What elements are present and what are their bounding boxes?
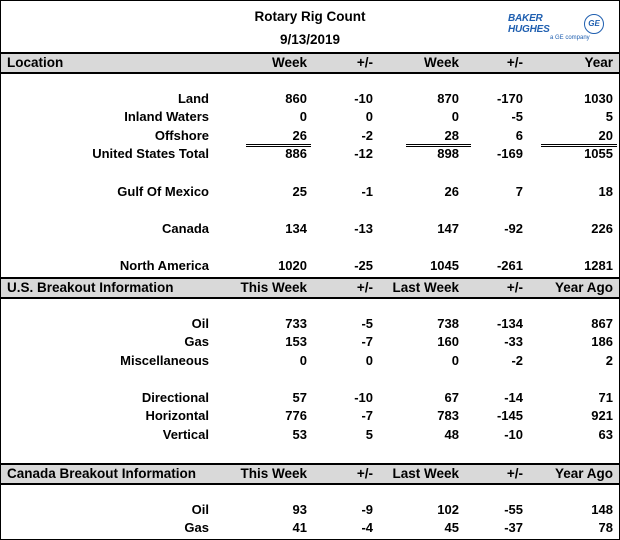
row-value: -5 <box>511 109 523 124</box>
row-value: -10 <box>354 91 373 106</box>
column-header: Year <box>584 55 613 70</box>
logo-line1: BAKER <box>508 13 543 24</box>
section-title: Location <box>7 55 64 70</box>
row-value: 48 <box>444 427 459 442</box>
row-value: -5 <box>361 316 373 331</box>
column-header: +/- <box>506 466 523 481</box>
column-header: +/- <box>356 55 373 70</box>
row-value: 738 <box>437 316 459 331</box>
row-value: -9 <box>361 502 373 517</box>
column-header: Year Ago <box>554 466 613 481</box>
row-value: 134 <box>285 221 307 236</box>
table-row <box>1 427 619 445</box>
row-value: -92 <box>504 221 523 236</box>
row-value: 147 <box>437 221 459 236</box>
column-header: This Week <box>240 466 307 481</box>
row-value: -25 <box>354 258 373 273</box>
row-value: -33 <box>504 334 523 349</box>
table-row <box>1 221 619 239</box>
report-date: 9/13/2019 <box>279 32 341 47</box>
row-value: 53 <box>292 427 307 442</box>
row-value: 71 <box>598 390 613 405</box>
row-value: 5 <box>365 427 373 442</box>
row-value: 78 <box>598 520 613 535</box>
column-header: Week <box>423 55 459 70</box>
row-value: 41 <box>292 520 307 535</box>
section1-header <box>1 52 619 74</box>
row-value: 102 <box>437 502 459 517</box>
row-value: 1030 <box>584 91 613 106</box>
row-label: North America <box>119 258 209 273</box>
section-title: Canada Breakout Information <box>7 466 197 481</box>
table-row <box>1 184 619 202</box>
row-value: -7 <box>361 408 373 423</box>
row-value: -7 <box>361 334 373 349</box>
row-value: -14 <box>504 390 523 405</box>
table-row <box>1 408 619 426</box>
row-value: 1281 <box>584 258 613 273</box>
row-value: 20 <box>598 128 613 143</box>
row-label: Gulf Of Mexico <box>117 184 209 199</box>
table-row <box>1 316 619 334</box>
column-header: This Week <box>240 280 307 295</box>
table-row <box>1 353 619 371</box>
section-title: U.S. Breakout Information <box>7 280 174 295</box>
column-header: +/- <box>356 466 373 481</box>
row-value: -134 <box>496 316 523 331</box>
row-value: 18 <box>598 184 613 199</box>
row-value: 776 <box>285 408 307 423</box>
row-value: 1045 <box>430 258 459 273</box>
row-label: Land <box>177 91 209 106</box>
row-value: 0 <box>365 353 373 368</box>
row-value: -13 <box>354 221 373 236</box>
logo-line2: HUGHES <box>508 24 550 35</box>
table-row <box>1 109 619 127</box>
total-underline <box>406 144 471 147</box>
row-value: -2 <box>361 128 373 143</box>
row-value: 148 <box>591 502 613 517</box>
row-value: 2 <box>605 353 613 368</box>
row-value: 0 <box>365 109 373 124</box>
row-value: 57 <box>292 390 307 405</box>
row-value: -261 <box>496 258 523 273</box>
row-value: 860 <box>285 91 307 106</box>
ge-logo-icon: GE <box>584 14 604 34</box>
row-label: Miscellaneous <box>120 353 209 368</box>
row-value: 186 <box>591 334 613 349</box>
row-value: -10 <box>354 390 373 405</box>
column-header: Week <box>271 55 307 70</box>
row-value: 921 <box>591 408 613 423</box>
column-header: +/- <box>506 55 523 70</box>
row-value: 5 <box>605 109 613 124</box>
baker-hughes-logo <box>506 11 606 45</box>
row-label: Vertical <box>162 427 209 442</box>
row-value: 1020 <box>278 258 307 273</box>
row-label: Gas <box>184 520 209 535</box>
row-label: Oil <box>191 502 209 517</box>
row-value: -2 <box>511 353 523 368</box>
row-value: 93 <box>292 502 307 517</box>
row-value: 783 <box>437 408 459 423</box>
row-value: 898 <box>437 146 459 161</box>
row-value: -4 <box>361 520 373 535</box>
row-value: 45 <box>444 520 459 535</box>
row-value: 26 <box>292 128 307 143</box>
row-value: 226 <box>591 221 613 236</box>
row-value: 7 <box>515 184 523 199</box>
row-value: 867 <box>591 316 613 331</box>
row-value: 0 <box>299 109 307 124</box>
row-value: -55 <box>504 502 523 517</box>
row-label: Canada <box>162 221 209 236</box>
section3-header <box>1 463 619 485</box>
row-value: -12 <box>354 146 373 161</box>
row-value: -1 <box>361 184 373 199</box>
row-value: 160 <box>437 334 459 349</box>
report-title: Rotary Rig Count <box>254 9 366 24</box>
row-value: 6 <box>515 128 523 143</box>
row-value: 0 <box>451 353 459 368</box>
row-value: 26 <box>444 184 459 199</box>
table-row <box>1 334 619 352</box>
row-value: -145 <box>496 408 523 423</box>
table-row <box>1 146 619 164</box>
row-value: 886 <box>285 146 307 161</box>
table-row <box>1 502 619 520</box>
row-label: Gas <box>184 334 209 349</box>
row-value: 870 <box>437 91 459 106</box>
row-value: 0 <box>451 109 459 124</box>
row-value: 28 <box>444 128 459 143</box>
row-value: -170 <box>496 91 523 106</box>
table-row <box>1 258 619 276</box>
row-value: -169 <box>496 146 523 161</box>
row-label: Offshore <box>154 128 209 143</box>
row-value: -37 <box>504 520 523 535</box>
row-label: Directional <box>141 390 209 405</box>
row-value: 0 <box>299 353 307 368</box>
row-value: 25 <box>292 184 307 199</box>
row-value: 733 <box>285 316 307 331</box>
total-underline <box>246 144 311 147</box>
column-header: +/- <box>506 280 523 295</box>
row-label: Horizontal <box>145 408 209 423</box>
total-underline <box>541 144 617 147</box>
row-value: 67 <box>444 390 459 405</box>
column-header: +/- <box>356 280 373 295</box>
table-row <box>1 520 619 538</box>
column-header: Last Week <box>392 466 459 481</box>
row-label: Inland Waters <box>124 109 209 124</box>
row-value: 153 <box>285 334 307 349</box>
column-header: Last Week <box>392 280 459 295</box>
logo-sub: a GE company <box>550 35 590 41</box>
row-value: -10 <box>504 427 523 442</box>
section2-header <box>1 277 619 299</box>
table-row <box>1 91 619 109</box>
column-header: Year Ago <box>554 280 613 295</box>
table-row <box>1 390 619 408</box>
row-value: 1055 <box>584 146 613 161</box>
row-value: 63 <box>598 427 613 442</box>
row-label: United States Total <box>92 146 209 161</box>
row-label: Oil <box>191 316 209 331</box>
